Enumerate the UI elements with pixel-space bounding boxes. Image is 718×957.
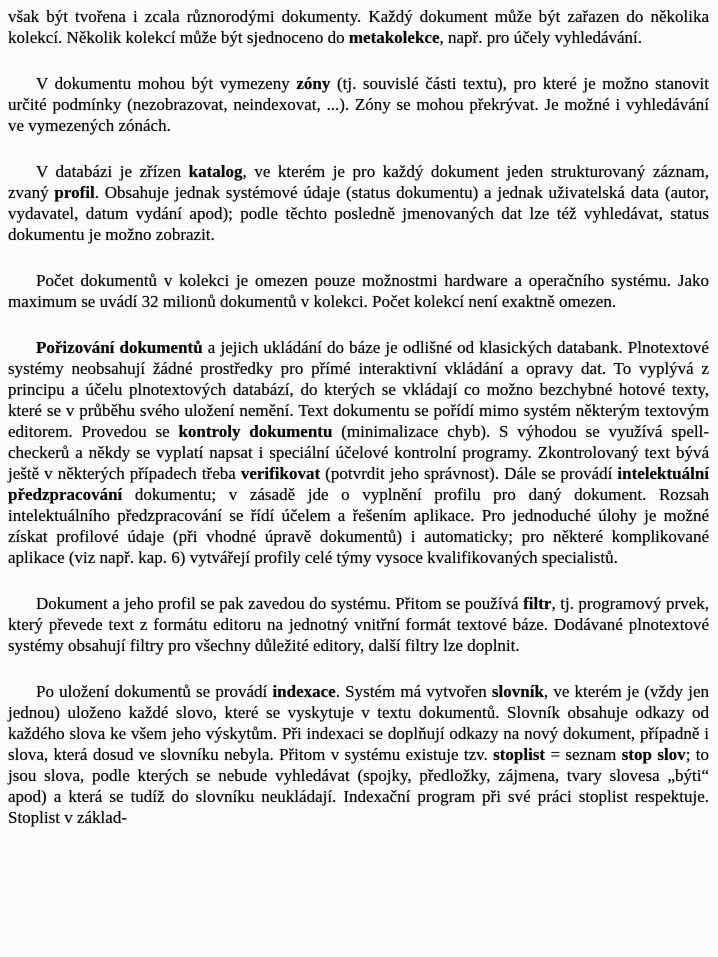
paragraph — [8, 73, 709, 136]
bold-term: zóny — [296, 74, 331, 93]
text-run: Dokument a jeho profil se pak zavedou do systému. Přitom se používá — [36, 594, 524, 613]
bold-term: Pořizování dokumentů — [36, 338, 203, 357]
text-run: však být tvořena i zcala různorodými dokumenty. Každý dokument může být zařazen do několika kolekcí. Několik kolekcí může být sjednoceno do — [8, 7, 709, 47]
bold-term: indexace — [272, 682, 336, 701]
bold-term: stop slov — [621, 745, 686, 764]
text-run: , tj. programový prvek, který převede text z formátu editoru na jednotný vnitřní formát textové báze. Dodávané plnotextové systémy obsahují filtry pro všechny důležité editory, další filtry lze doplnit. — [8, 594, 709, 655]
text-run: , např. pro účely vyhledávání. — [439, 28, 643, 47]
text-run: Po uložení dokumentů se provádí — [36, 682, 273, 701]
paragraph — [8, 681, 709, 828]
bold-term: slovník — [491, 682, 544, 701]
page-text — [8, 6, 709, 828]
paragraph — [8, 161, 709, 245]
bold-term: stoplist — [493, 745, 546, 764]
paragraph — [8, 593, 709, 656]
text-run: V dokumentu mohou být vymezeny — [36, 74, 297, 93]
bold-term: verifikovat — [240, 464, 321, 483]
bold-term: filtr — [523, 594, 552, 613]
text-run: , ve kterém je pro každý dokument jeden strukturovaný záznam, zvaný — [8, 162, 709, 202]
paragraph — [8, 337, 709, 568]
bold-term: kontroly dokumentu — [178, 422, 333, 441]
text-run: a jejich ukládání do báze je odlišné od klasických databank. Plnotextové systémy neobsahují žádné prostředky pro přímé interaktivní vkládání a opravy dat. To vyplývá z principu a účelu plnotextových databází, do kterých se vkládají co možno bezchybné hotové texty, které se v průběhu svého uložení nemění. Text dokumentu se pořídí mimo systém některým textovým editorem. Provedou se — [8, 338, 709, 441]
text-run: . Systém má vytvořen — [335, 682, 492, 701]
bold-term: katalog — [188, 162, 243, 181]
text-run: (tj. souvislé části textu), pro které je možno stanovit určité podmínky (nezobrazovat, neindexovat, ...). Zóny se mohou překrývat. Je možné i vyhledávání ve vymezených zónách. — [8, 74, 709, 135]
bold-term: profil — [54, 183, 95, 202]
text-run: . Obsahuje jednak systémové údaje (status dokumentu) a jednak uživatelská data (autor, vydavatel, datum vydání apod); podle těchto posledně jmenovaných dat lze též vyhledávat, status dokumentu je možno zobrazit. — [8, 183, 709, 244]
text-run: Počet dokumentů v kolekci je omezen pouze možnostmi hardware a operačního systému. Jako maximum se uvádí 32 milionů dokumentů v kolekci. Počet kolekcí není exaktně omezen. — [8, 271, 709, 311]
text-run: V databázi je zřízen — [36, 162, 189, 181]
text-run: , ve kterém je (vždy jen jednou) uloženo každé slovo, které se vyskytuje v textu dokumentů. Slovník obsahuje odkazy od každého slova ke všem jeho výskytům. Při indexaci se doplňují odkazy na nový dokument, případně i slova, která dosud ve slovníku nebyla. Přitom v systému existuje tzv. — [8, 682, 709, 764]
text-run: (minimalizace chyb). S výhodou se využívá spell-checkerů a někdy se vyplatí napsat i speciální účelové kontrolní programy. Zkontrolovaný text bývá ještě v některých případech třeba — [8, 422, 709, 483]
text-run: ; to jsou slova, podle kterých se nebude vyhledávat (spojky, předložky, zájmena, tvary slovesa „býti“ apod) a která se tudíž do slovníku neukládají. Indexační program při své práci stoplist respektuje. Stoplist v základ- — [8, 745, 709, 827]
paragraph — [8, 6, 709, 48]
bold-term: intelektuální předzpracování — [8, 464, 710, 504]
bold-term: metakolekce — [348, 28, 440, 47]
text-run: dokumentu; v zásadě jde o vyplnění profilu pro daný dokument. Rozsah intelektuálního předzpracování se řídí účelem a řešením aplikace. Pro jednoduché úlohy je možné získat profilové údaje (při vhodné úpravě dokumentů) i automaticky; pro některé komplikované aplikace (viz např. kap. 6) vytvářejí profily celé týmy vysoce kvalifikovaných specialistů. — [8, 485, 709, 567]
paragraph — [8, 270, 709, 312]
text-run: (potvrdit jeho správnost). Dále se provádí — [320, 464, 618, 483]
text-run: = seznam — [545, 745, 622, 764]
